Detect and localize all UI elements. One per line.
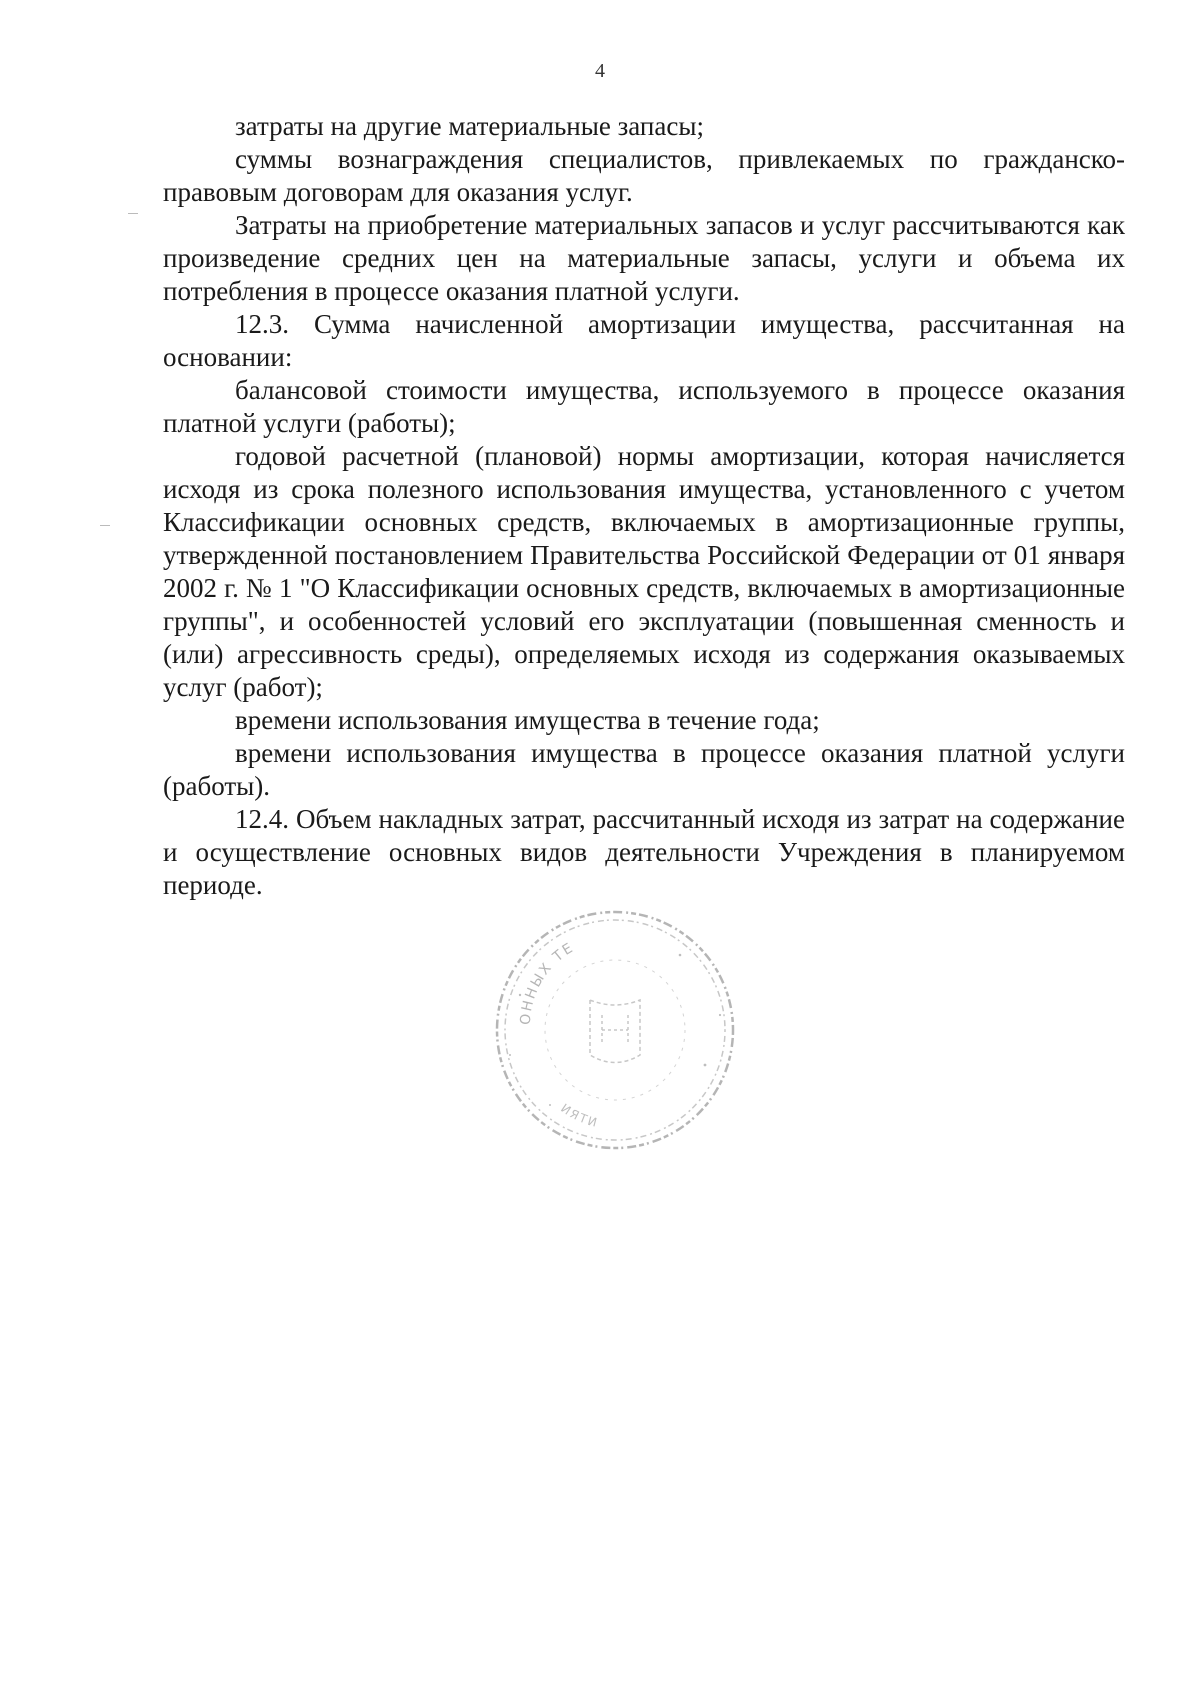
stamp-lower-text: ИЯТИ xyxy=(558,1100,601,1131)
scan-mark xyxy=(128,213,138,214)
paragraph-usage-year: времени использования имущества в течение года; xyxy=(235,705,820,735)
document-body xyxy=(163,110,1125,902)
scan-mark xyxy=(100,525,110,526)
paragraph-specialist-fees: суммы вознаграждения специалистов, привлекаемых по гражданско-правовым договорам для оказания услуг. xyxy=(163,144,1125,207)
stamp-emblem xyxy=(590,1000,640,1063)
paragraph-12-3: 12.3. Сумма начисленной амортизации имущества, рассчитанная на основании: xyxy=(163,309,1125,372)
paragraph-balance-value: балансовой стоимости имущества, используемого в процессе оказания платной услуги (работы); xyxy=(163,375,1125,438)
paragraph-depreciation-norm: годовой расчетной (плановой) нормы амортизации, которая начисляется исходя из срока полезного использования имущества, установленного с учетом Классификации основных средств, включаемых в амортизационные группы, утвержденной постановлением Правительства Российской Федерации от 01 января 2002 г. № 1 "О Классификации основных средств, включаемых в амортизационные группы", и особенностей условий его эксплуатации (повышенная сменность и (или) агрессивность среды), определяемых исходя из содержания оказываемых услуг (работ); xyxy=(163,441,1125,702)
paragraph-12-4: 12.4. Объем накладных затрат, рассчитанный исходя из затрат на содержание и осуществление основных видов деятельности Учреждения в планируемом периоде. xyxy=(163,804,1125,900)
paragraph-usage-service: времени использования имущества в процессе оказания платной услуги (работы). xyxy=(163,738,1125,801)
paragraph-cost-calculation: Затраты на приобретение материальных запасов и услуг рассчитываются как произведение средних цен на материальные запасы, услуги и объема их потребления в процессе оказания платной услуги. xyxy=(163,210,1125,306)
stamp-ring-text: ОННЫХ ТЕ xyxy=(517,939,578,1026)
page-number: 4 xyxy=(595,60,605,82)
paragraph-other-materials: затраты на другие материальные запасы; xyxy=(235,111,704,141)
official-stamp xyxy=(490,905,740,1155)
